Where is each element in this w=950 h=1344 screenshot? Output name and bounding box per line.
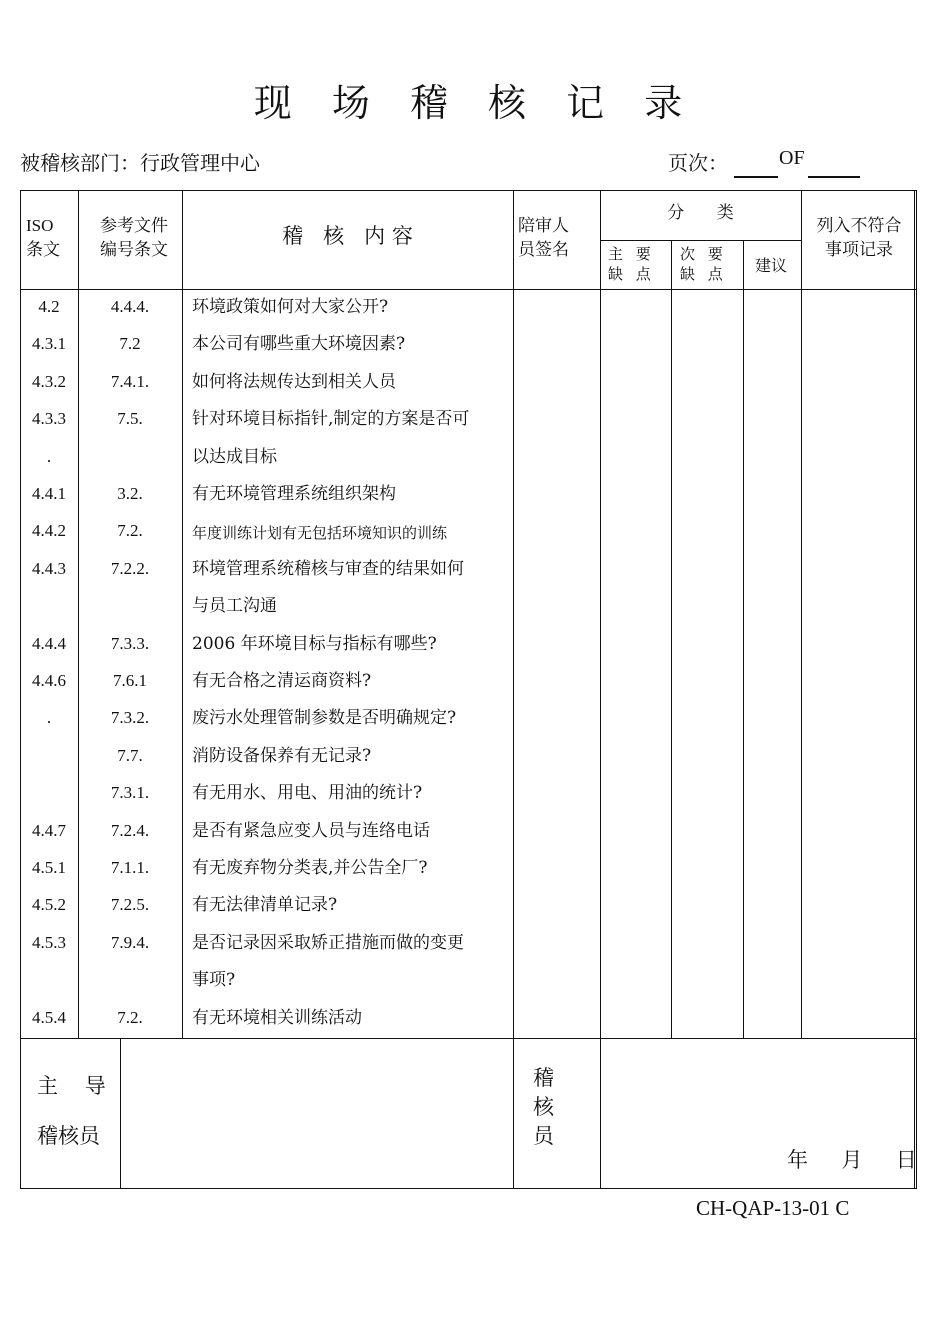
row-iso-clause: 4.5.3 xyxy=(32,933,66,952)
minor-header-line2: 缺 点 xyxy=(680,265,727,283)
row-iso-clause: 4.4.2 xyxy=(32,521,66,540)
row-audit-content: 针对环境目标指针,制定的方案是否可 xyxy=(192,409,470,429)
auditor-char-2: 核 xyxy=(533,1095,554,1119)
row-reference-clause: 7.3.3. xyxy=(110,634,150,653)
lead-auditor-label-line2: 稽核员 xyxy=(37,1124,100,1148)
row-reference-clause: 7.5. xyxy=(117,409,143,428)
row-audit-content: 如何将法规传达到相关人员 xyxy=(192,372,396,392)
row-audit-content: 是否记录因采取矫正措施而做的变更 xyxy=(192,933,464,953)
row-reference-clause: 7.4.1. xyxy=(110,372,150,391)
department-label: 被稽核部门：行政管理中心 xyxy=(20,151,260,175)
suggestion-header: 建议 xyxy=(755,256,788,275)
auditor-char-1: 稽 xyxy=(533,1066,554,1090)
row-reference-clause: 7.2. xyxy=(117,1008,143,1027)
iso-header-line1: ISO xyxy=(26,216,54,235)
row-audit-content: 本公司有哪些重大环境因素? xyxy=(192,334,406,354)
row-audit-content: 有无废弃物分类表,并公告全厂? xyxy=(192,858,428,878)
row-iso-clause: 4.4.7 xyxy=(32,821,66,840)
row-audit-content: 环境政策如何对大家公开? xyxy=(192,297,389,317)
major-header-line2: 缺 点 xyxy=(608,265,655,283)
accompany-header xyxy=(518,214,596,262)
row-reference-clause: 7.3.2. xyxy=(110,708,150,727)
row-reference-clause: 7.2.5. xyxy=(110,895,150,914)
major-defect-header xyxy=(608,244,655,284)
row-iso-clause: 4.3.3 xyxy=(32,409,66,428)
auditor-char-3: 员 xyxy=(533,1124,554,1148)
row-reference-clause: 7.7. xyxy=(117,746,143,765)
row-iso-clause: 4.4.3 xyxy=(32,559,66,578)
nc-header-line2: 事项记录 xyxy=(825,240,893,260)
ref-header-line2: 编号条文 xyxy=(100,240,168,260)
accompany-header-line2: 员签名 xyxy=(518,240,569,260)
document-code: CH-QAP-13-01 C xyxy=(696,1196,850,1220)
row-iso-clause: . xyxy=(46,447,52,466)
row-iso-clause: 4.5.2 xyxy=(32,895,66,914)
row-iso-clause: . xyxy=(46,708,52,727)
minor-defect-header xyxy=(680,244,727,284)
lead-auditor-label-line1: 主 导 xyxy=(37,1074,106,1098)
iso-header-line2: 条文 xyxy=(26,240,60,259)
row-reference-clause: 7.2.2. xyxy=(110,559,150,578)
row-iso-clause: 4.2 xyxy=(38,297,60,316)
date-label: 年 月 日 xyxy=(787,1148,917,1172)
row-iso-clause: 4.4.6 xyxy=(32,671,66,690)
iso-header xyxy=(26,214,60,262)
row-iso-clause: 4.5.4 xyxy=(32,1008,66,1027)
row-reference-clause: 7.9.4. xyxy=(110,933,150,952)
row-audit-content: 以达成目标 xyxy=(192,447,277,467)
accompany-header-line1: 陪审人 xyxy=(518,216,569,236)
page-number-label: 页次： xyxy=(668,151,728,175)
page-number-blank[interactable] xyxy=(734,152,778,178)
nc-header-line1: 列入不符合 xyxy=(816,216,902,236)
row-iso-clause: 4.5.1 xyxy=(32,858,66,877)
row-audit-content: 环境管理系统稽核与审查的结果如何 xyxy=(192,559,464,579)
content-header: 稽 核 内 容 xyxy=(282,224,413,248)
row-audit-content: 有无环境管理系统组织架构 xyxy=(192,484,396,504)
row-audit-content: 年度训练计划有无包括环境知识的训练 xyxy=(192,524,448,542)
auditor-label xyxy=(533,1064,554,1151)
row-audit-content: 2006 年环境目标与指标有哪些? xyxy=(192,634,437,654)
row-audit-content: 事项? xyxy=(192,970,236,990)
row-audit-content: 有无用水、用电、用油的统计? xyxy=(192,783,423,803)
row-reference-clause: 7.1.1. xyxy=(110,858,150,877)
row-iso-clause: 4.3.1 xyxy=(32,334,66,353)
ref-header-line1: 参考文件 xyxy=(100,216,168,236)
nc-record-header xyxy=(803,214,915,262)
lead-auditor-signature-area[interactable] xyxy=(121,1039,512,1187)
row-reference-clause: 7.2.4. xyxy=(110,821,150,840)
total-pages-blank[interactable] xyxy=(808,152,860,178)
row-reference-clause: 3.2. xyxy=(117,484,143,503)
row-reference-clause: 7.3.1. xyxy=(110,783,150,802)
category-header: 分 类 xyxy=(667,203,734,223)
row-reference-clause: 7.6.1 xyxy=(113,671,147,690)
row-iso-clause: 4.3.2 xyxy=(32,372,66,391)
row-iso-clause: 4.4.1 xyxy=(32,484,66,503)
row-audit-content: 有无环境相关训练活动 xyxy=(192,1008,362,1028)
row-audit-content: 是否有紧急应变人员与连络电话 xyxy=(192,821,430,841)
row-reference-clause: 4.4.4. xyxy=(110,297,150,316)
ref-header xyxy=(84,214,184,262)
row-reference-clause: 7.2 xyxy=(119,334,141,353)
row-audit-content: 有无法律清单记录? xyxy=(192,895,338,915)
row-audit-content: 消防设备保养有无记录? xyxy=(192,746,372,766)
major-header-line1: 主 要 xyxy=(608,245,655,263)
row-audit-content: 有无合格之清运商资料? xyxy=(192,671,372,691)
row-audit-content: 废污水处理管制参数是否明确规定? xyxy=(192,708,457,728)
row-reference-clause: 7.2. xyxy=(117,521,143,540)
row-iso-clause: 4.4.4 xyxy=(32,634,66,653)
minor-header-line1: 次 要 xyxy=(680,245,727,263)
of-label: OF xyxy=(779,147,805,169)
page-title: 现 场 稽 核 记 录 xyxy=(253,81,697,125)
row-audit-content: 与员工沟通 xyxy=(192,596,277,616)
